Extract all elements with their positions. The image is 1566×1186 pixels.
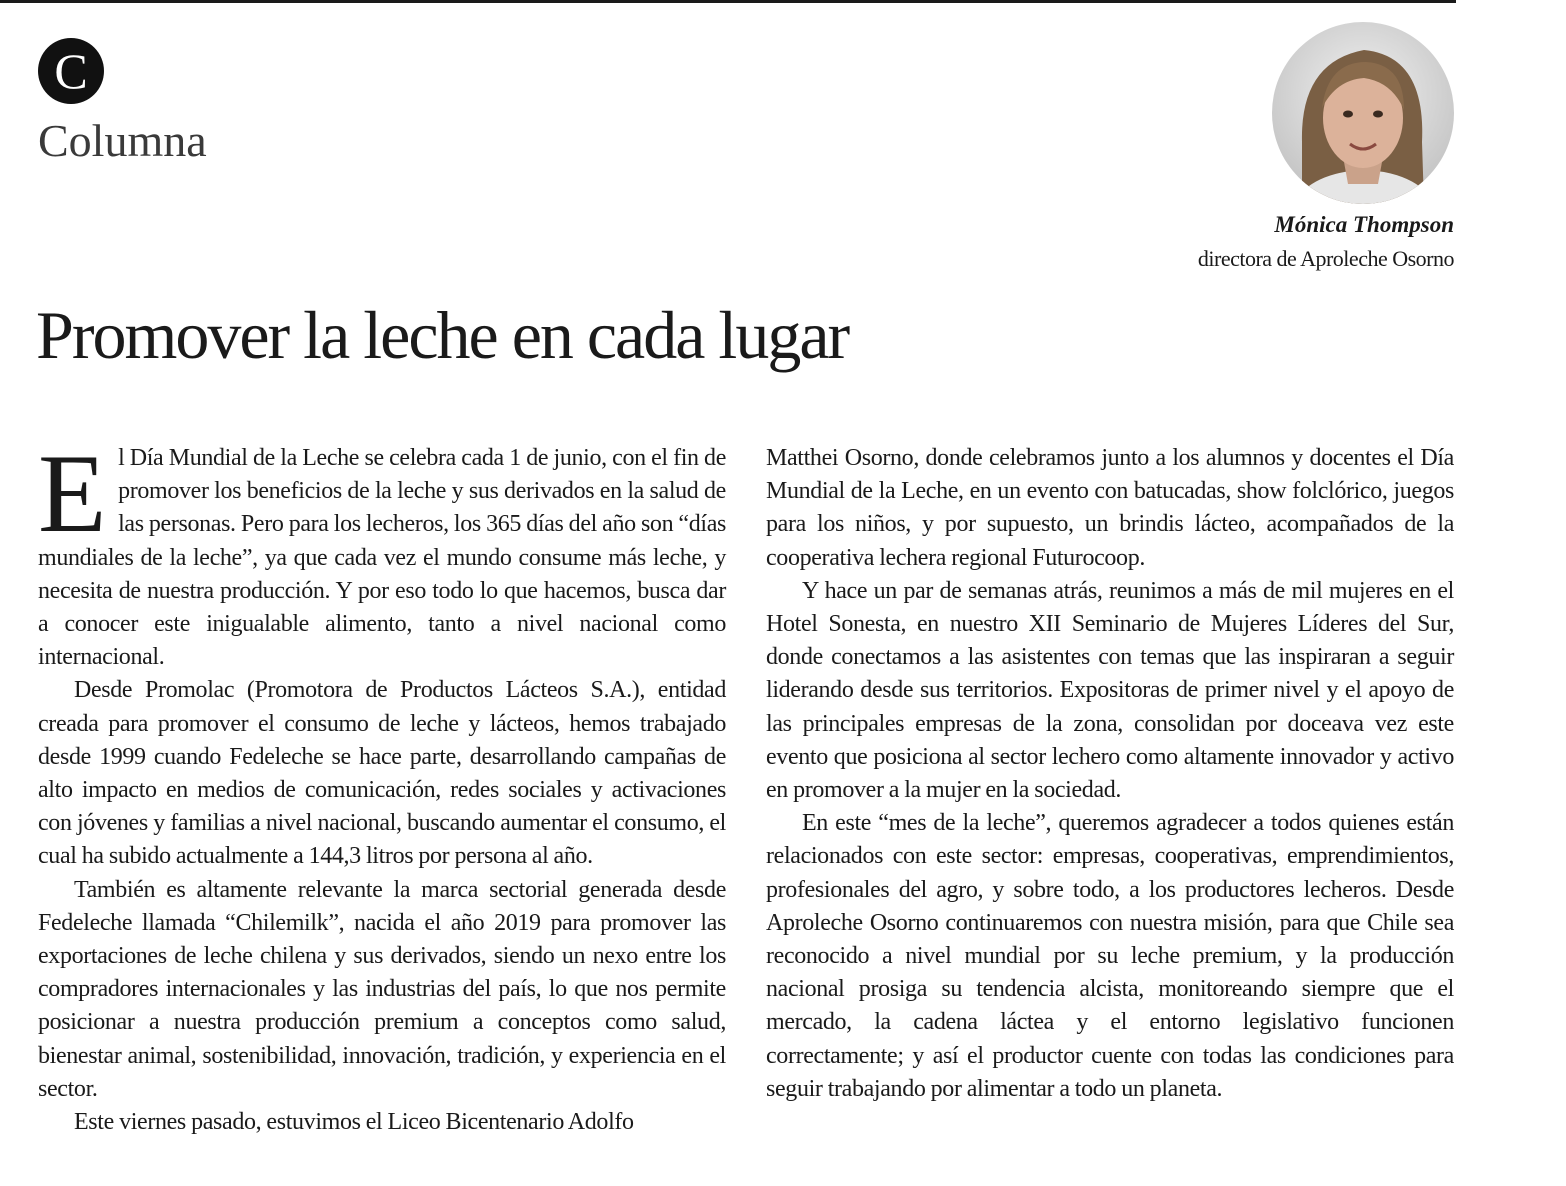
author-role: directora de Aproleche Osorno bbox=[1197, 246, 1454, 271]
paragraph: Y hace un par de semanas atrás, reunimos a más de mil mujeres en el Hotel Sonesta, en nuestro XII Seminario de Mujeres Líderes del Sur, donde conectamos a las asistentes con temas que las inspiraran a seguir liderando desde sus territorios. Expositoras de primer nivel y el apoyo de las principales empresas de la zona, consolidan por doceava vez este evento que posiciona al sector lechero como altamente innovador y activo en promover a la mujer en la sociedad. bbox=[766, 577, 1454, 804]
author-name: Mónica Thompson bbox=[1274, 212, 1454, 237]
article-column-left bbox=[38, 432, 726, 1139]
author-portrait-icon bbox=[1272, 22, 1454, 204]
drop-cap: E bbox=[38, 432, 107, 556]
author-photo bbox=[1272, 22, 1454, 204]
article-column-right bbox=[766, 442, 1454, 1106]
top-rule bbox=[0, 0, 1456, 3]
paragraph: Este viernes pasado, estuvimos el Liceo Bicentenario Adolfo bbox=[74, 1109, 634, 1136]
paragraph: l Día Mundial de la Leche se celebra cada 1 de junio, con el fin de promover los beneficios de la leche y sus derivados en la salud de las personas. Pero para los lecheros, los 365 días del año son “días mundiales de la leche”, ya que cada vez el mundo consume más leche, y necesita de nuestra producción. Y por eso todo lo que hacemos, busca dar a conocer este inigualable alimento, tanto a nivel nacional como internacional. bbox=[38, 445, 726, 671]
paragraph: También es altamente relevante la marca sectorial generada desde Fedeleche llamada “Chilemilk”, nacida el año 2019 para promover las exportaciones de leche chilena y sus derivados, siendo un nexo entre los compradores internacionales y las industrias del país, lo que nos permite posicionar a nuestra producción premium a conceptos como salud, bienestar animal, sostenibilidad, innovación, tradición, y experiencia en el sector. bbox=[38, 876, 726, 1102]
paragraph: Matthei Osorno, donde celebramos junto a los alumnos y docentes el Día Mundial de la Leche, en un evento con batucadas, show folclórico, juegos para los niños, y por supuesto, un brindis lácteo, acompañados de la cooperativa lechera regional Futurocoop. bbox=[766, 445, 1454, 571]
paragraph: Desde Promolac (Promotora de Productos Lácteos S.A.), entidad creada para promover el consumo de leche y lácteos, hemos trabajado desde 1999 cuando Fedeleche se hace parte, desarrollando campañas de alto impacto en medios de comunicación, redes sociales y activaciones con jóvenes y familias a nivel nacional, buscando aumentar el consumo, el cual ha subido actualmente a 144,3 litros por persona al año. bbox=[38, 677, 726, 870]
paragraph: En este “mes de la leche”, queremos agradecer a todos quienes están relacionados con este sector: empresas, cooperativas, emprendimientos, profesionales del agro, y sobre todo, a los productores lecheros. Desde Aproleche Osorno continuaremos con nuestra misión, para que Chile sea reconocido a nivel mundial por su leche premium, y la producción nacional prosiga su tendencia alcista, monitoreando siempre que el mercado, la cadena láctea y el entorno legislativo funcionen correctamente; y así el productor cuente con todas las condiciones para seguir trabajando por alimentar a todo un planeta. bbox=[766, 810, 1454, 1102]
headline: Promover la leche en cada lugar bbox=[36, 297, 849, 373]
section-badge: C bbox=[38, 38, 104, 104]
section-label: Columna bbox=[38, 115, 207, 166]
